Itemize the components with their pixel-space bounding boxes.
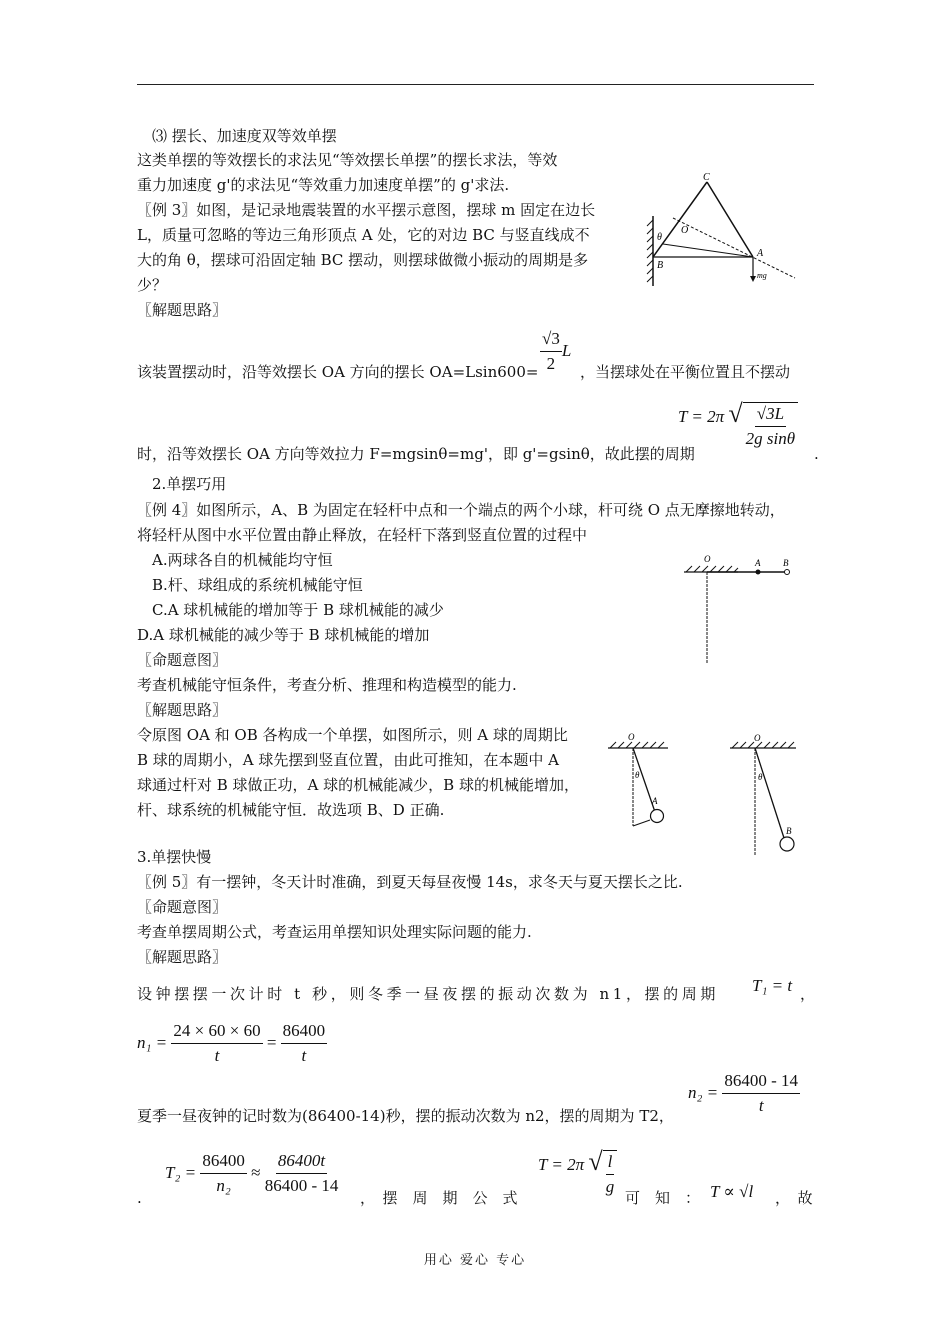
t2-formula: T₂ = $\frac{86400}{\text{n₂}}$ ≈ $\frac{86400t}{86400 - 14}$	[165, 1151, 339, 1195]
option-b: B.杆、球组成的系统机械能守恒	[152, 576, 363, 594]
oa-formula: $\frac{√3}{2}$ L	[542, 329, 572, 373]
text-line: 考查机械能守恒条件，考查分析、推理和构造模型的能力.	[137, 676, 517, 694]
label-O: O	[628, 732, 635, 742]
text-line: 夏季一昼夜钟的记时数为(86400-14)秒，摆的振动次数为 n2，摆的周期为 T2，	[137, 1107, 674, 1125]
n2-formula: n₂ = $\frac{86400 - 14}{t}$	[688, 1071, 799, 1115]
text-line: 重力加速度 g'的求法见“等效重力加速度单摆”的 g'求法.	[137, 176, 510, 194]
label-O: O	[754, 733, 761, 743]
text-line: 大的角 θ，摆球可沿固定轴 BC 摆动，则摆球做微小振动的周期是多	[137, 251, 589, 269]
label-O: O	[704, 554, 711, 564]
text-line: L，质量可忽略的等边三角形顶点 A 处，它的对边 BC 与竖直线成不	[137, 226, 590, 244]
section-label: 〖解题思路〗	[137, 948, 228, 966]
text-line: 球通过杆对 B 球做正功，A 球的机械能减少，B 球的机械能增加，	[137, 776, 579, 794]
label-O: O	[681, 225, 689, 236]
label-B: B	[786, 826, 792, 836]
text-line: 〖例 3〗如图，是记录地震装置的水平摆示意图，摆球 m 固定在边长	[137, 201, 596, 219]
text-line: 令原图 OA 和 OB 各构成一个单摆，如图所示，则 A 球的周期比	[137, 726, 568, 744]
label-theta: θ	[758, 772, 763, 782]
text-line: 〖例 5〗有一摆钟，冬天计时准确，到夏天每昼夜慢 14s，求冬天与夏天摆长之比.	[137, 873, 683, 891]
option-d: D.A 球机械能的减少等于 B 球机械能的增加	[137, 626, 430, 644]
label-theta: θ	[635, 770, 640, 780]
text-line: 该装置摆动时，沿等效摆长 OA 方向的摆长 OA=Lsin600=	[137, 363, 539, 381]
page-footer: 用心 爱心 专心	[423, 1253, 527, 1268]
section-label: 〖解题思路〗	[137, 701, 228, 719]
text-line: ，当摆球处在平衡位置且不摆动	[580, 363, 791, 381]
horizontal-rod-figure	[680, 552, 800, 667]
label-B: B	[783, 558, 789, 568]
period-formula: T = 2π √ $\frac{√3L}{\text{2g sinθ}}$	[678, 402, 798, 451]
label-theta: θ	[657, 232, 662, 243]
text-line: 时，沿等效摆长 OA 方向等效拉力 F=mgsinθ=mg'，即 g'=gsinθ，故此摆的周期	[137, 445, 695, 463]
option-a: A.两球各自的机械能均守恒	[152, 551, 333, 569]
text-line: 设钟摆摆一次计时 t 秒，则冬季一昼夜摆的振动次数为 n1，摆的周期	[137, 985, 719, 1003]
period-length-formula: T = 2π √ $\frac{l}{g}$	[538, 1150, 617, 1199]
label-A: A	[652, 796, 658, 806]
proportional-formula: T ∝ √l	[710, 1182, 754, 1201]
label-C: C	[703, 172, 710, 183]
label-B: B	[657, 260, 664, 271]
text-line: 将轻杆从图中水平位置由静止释放，在轻杆下落到竖直位置的过程中	[137, 526, 588, 544]
heading-3: ⑶ 摆长、加速度双等效单摆	[152, 127, 337, 145]
text-line: 〖例 4〗如图所示，A、B 为固定在轻杆中点和一个端点的两个小球，杆可绕 O 点无摩擦地转动，	[137, 501, 785, 519]
t1-formula: T₁ = t	[752, 976, 793, 995]
text-line: B 球的周期小，A 球先摆到竖直位置，由此可推知，在本题中 A	[137, 751, 559, 769]
heading-2: 2.单摆巧用	[152, 475, 227, 493]
text-line: 这类单摆的等效摆长的求法见“等效摆长单摆”的摆长求法，等效	[137, 151, 558, 169]
label-A: A	[755, 558, 761, 568]
text-line: 少？	[137, 276, 168, 294]
triangle-pendulum-figure	[645, 168, 805, 288]
pendulum-b-figure	[722, 732, 812, 858]
n1-formula: n₁ = $\frac{24 \times 60 \times 60}{t}$ = $\frac{86400}{t}$	[137, 1021, 326, 1065]
option-c: C.A 球机械能的增加等于 B 球机械能的减少	[152, 601, 444, 619]
pendulum-a-figure	[600, 732, 680, 832]
text-line: 杆、球系统的机械能守恒．故选项 B、D 正确.	[137, 801, 445, 819]
text-line: 考查单摆周期公式，考查运用单摆知识处理实际问题的能力.	[137, 923, 532, 941]
label-A: A	[757, 248, 764, 259]
section-label: 〖解题思路〗	[137, 301, 228, 319]
label-mg: mg	[757, 271, 767, 280]
section-label: 〖命题意图〗	[137, 651, 228, 669]
section-label: 〖命题意图〗	[137, 898, 228, 916]
heading-3-quick: 3.单摆快慢	[137, 848, 212, 866]
header-rule	[137, 84, 814, 85]
